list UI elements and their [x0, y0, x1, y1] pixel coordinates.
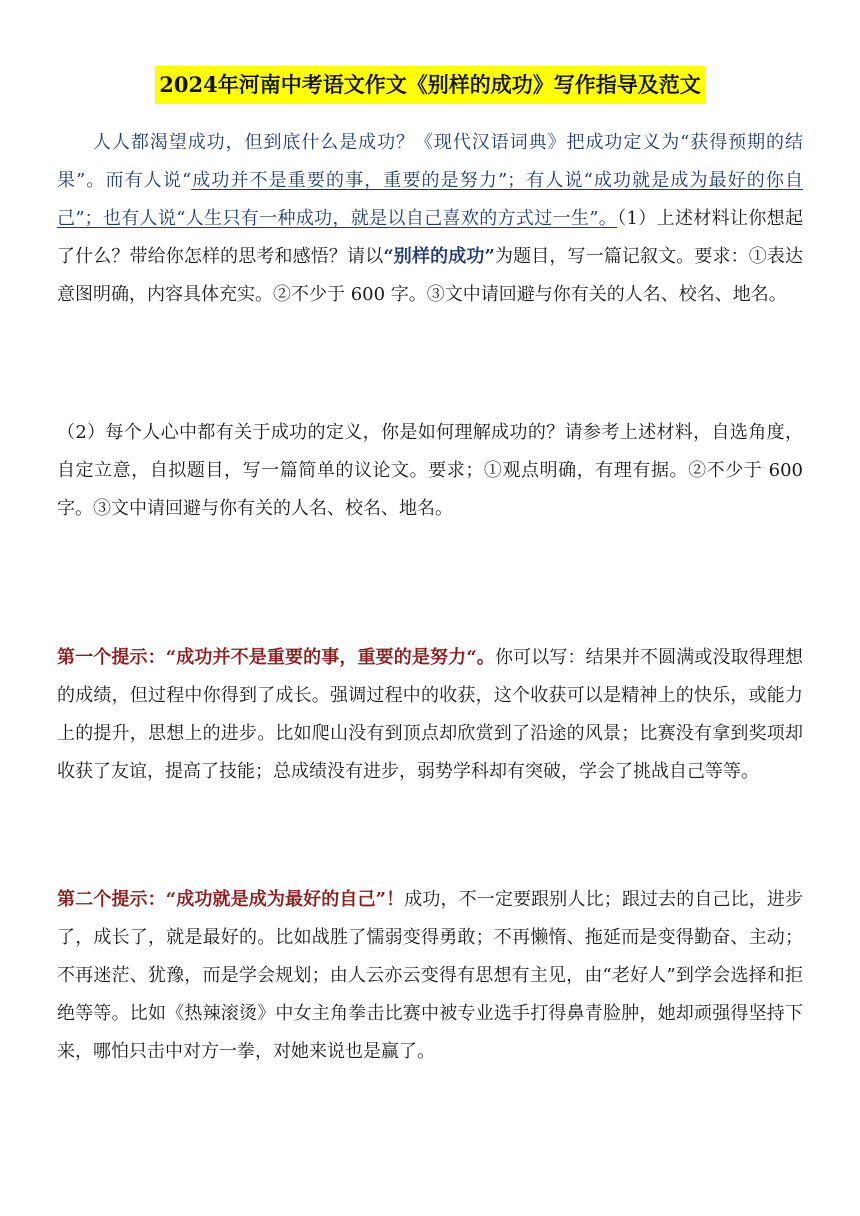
page-title: 2024年河南中考语文作文《别样的成功》写作指导及范文: [155, 66, 704, 104]
tip-2-text: 成功，不一定要跟别人比；跟过去的自己比，进步了，成长了，就是最好的。比如战胜了懦弱变得勇敢；不再懒惰、拖延而是变得勤奋、主动；不再迷茫、犹豫，而是学会规划；由人云亦云变得有思想有主见，由“老好人”到学会选择和拒绝等等。比如《热辣滚烫》中女主角拳击比赛中被专业选手打得鼻青脸肿，她却顽强得坚持下来，哪怕只击中对方一拳，对她来说也是赢了。: [57, 889, 803, 1062]
tip-paragraph-2: [57, 881, 803, 1071]
prompt-intro: 人人都渴望成功，但到底什么是成功？《现代汉语词典》把成功定义为“获得预期的结果”。而有人说“: [57, 132, 803, 191]
prompt-quotes: 成功并不是重要的事，重要的是努力”；有人说“成功就是成为最好的你自己”；也有人说“人生只有一种成功，就是以自己喜欢的方式过一生”。: [57, 170, 803, 229]
prompt-paragraph-1: [57, 124, 803, 314]
tip-paragraph-1: [57, 639, 803, 791]
prompt-task-1: （1）上述材料让你想起了什么？带给你怎样的思考和感悟？请以: [57, 208, 804, 267]
essay-topic: “别样的成功”: [383, 246, 495, 267]
prompt-paragraph-2: （2）每个人心中都有关于成功的定义，你是如何理解成功的？请参考上述材料，自选角度，自定立意，自拟题目，写一篇简单的议论文。要求；①观点明确，有理有据。②不少于 600 字。③文中请回避与你有关的人名、校名、地名。: [57, 422, 803, 519]
tip-1-label: 第一个提示：“成功并不是重要的事，重要的是努力“。: [57, 647, 495, 668]
tip-2-label: 第二个提示：“成功就是成为最好的自己”！: [57, 889, 405, 910]
prompt-requirements-1: 为题目，写一篇记叙文。要求：①表达意图明确，内容具体充实。②不少于 600 字。③文中请回避与你有关的人名、校名、地名。: [57, 246, 804, 305]
title-container: [0, 66, 860, 104]
tip-1-text: 你可以写：结果并不圆满或没取得理想的成绩，但过程中你得到了成长。强调过程中的收获，这个收获可以是精神上的快乐，或能力上的提升，思想上的进步。比如爬山没有到顶点却欣赏到了沿途的风景；比赛没有拿到奖项却收获了友谊，提高了技能；总成绩没有进步，弱势学科却有突破，学会了挑战自己等等。: [57, 647, 803, 782]
